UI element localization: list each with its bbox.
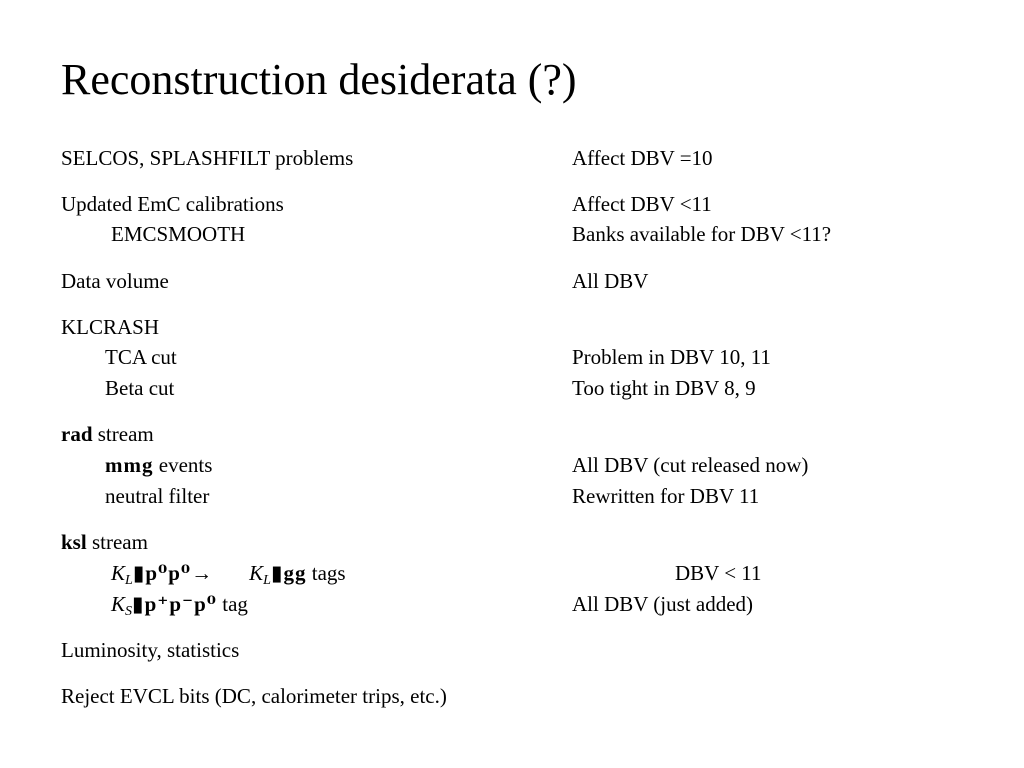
- kl-tags-label: tags: [306, 561, 346, 585]
- kl-k-2: K: [249, 561, 264, 585]
- row-ks-tag: [0, 589, 1024, 619]
- note-selcos: Affect DBV =10: [572, 146, 713, 170]
- kl-decay-2: ▮gg: [270, 561, 307, 585]
- row-kl-tags: [0, 558, 1024, 588]
- item-beta: Beta cut: [105, 376, 175, 400]
- row-mmg: [0, 450, 1024, 480]
- ksl-stream-label: stream: [86, 530, 148, 554]
- rad-label: rad: [61, 422, 93, 446]
- note-datavol: All DBV: [572, 269, 649, 293]
- mmg-symbol: mmg: [105, 453, 154, 477]
- note-emc: Affect DBV <11: [572, 192, 712, 216]
- item-selcos: SELCOS, SPLASHFILT problems: [61, 146, 354, 170]
- kl-sub-2: L: [263, 573, 271, 588]
- kl-k-1: K: [111, 561, 126, 585]
- row-evcl: [0, 681, 1024, 711]
- row-beta: [0, 373, 1024, 403]
- note-mmg: All DBV (cut released now): [572, 453, 809, 477]
- item-evcl: Reject EVCL bits (DC, calorimeter trips, etc.): [61, 684, 447, 708]
- note-kl-tags: DBV < 11: [675, 561, 762, 585]
- ks-tag-label: tag: [216, 592, 248, 616]
- ks-k: K: [111, 592, 126, 616]
- item-neutral: neutral filter: [105, 484, 210, 508]
- ks-decay: ▮p⁺p⁻p⁰: [132, 592, 217, 616]
- note-neutral: Rewritten for DBV 11: [572, 484, 760, 508]
- row-klcrash: [0, 312, 1024, 342]
- item-emcsmooth: EMCSMOOTH: [111, 222, 246, 246]
- item-klcrash: KLCRASH: [61, 315, 160, 339]
- row-datavol: [0, 266, 1024, 296]
- rad-stream-label: stream: [92, 422, 154, 446]
- row-selcos: [0, 143, 1024, 173]
- slide-title: Reconstruction desiderata (?): [61, 55, 577, 104]
- note-tca: Problem in DBV 10, 11: [572, 345, 771, 369]
- ks-sub: S: [125, 604, 133, 619]
- item-datavol: Data volume: [61, 269, 169, 293]
- note-emcsmooth: Banks available for DBV <11?: [572, 222, 832, 246]
- item-lumi: Luminosity, statistics: [61, 638, 240, 662]
- row-emcsmooth: [0, 219, 1024, 249]
- row-ksl-stream: [0, 527, 1024, 557]
- row-tca: [0, 342, 1024, 372]
- row-neutral: [0, 481, 1024, 511]
- note-beta: Too tight in DBV 8, 9: [572, 376, 756, 400]
- item-emc: Updated EmC calibrations: [61, 192, 284, 216]
- kl-sub-1: L: [125, 573, 133, 588]
- kl-decay-1: ▮p⁰p⁰→: [132, 561, 214, 585]
- ksl-label: ksl: [61, 530, 87, 554]
- item-ksl-stream: [61, 527, 148, 557]
- item-mmg: [105, 450, 212, 480]
- row-rad-stream: [0, 419, 1024, 449]
- note-ks-tag: All DBV (just added): [572, 592, 754, 616]
- mmg-label: events: [153, 453, 213, 477]
- item-rad-stream: [61, 419, 154, 449]
- row-emc: [0, 189, 1024, 219]
- item-ks-tag: [111, 589, 248, 627]
- row-lumi: [0, 635, 1024, 665]
- item-tca: TCA cut: [105, 345, 177, 369]
